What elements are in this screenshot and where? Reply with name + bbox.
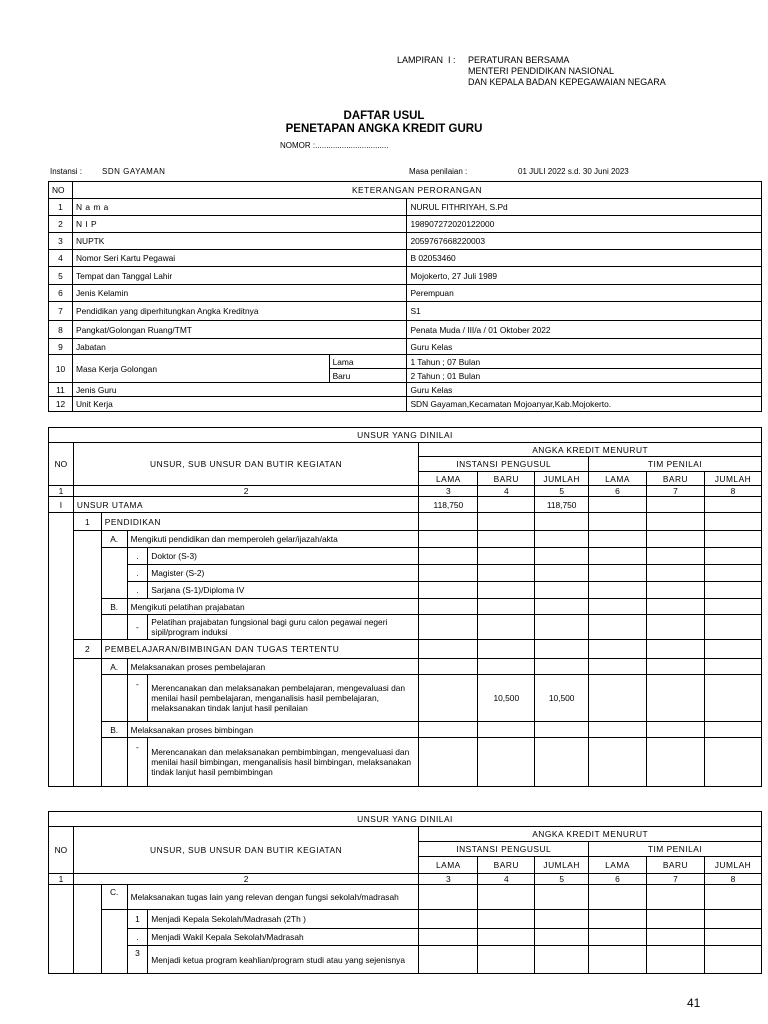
unsur-table-2 [48,811,762,974]
head-baru: BARU [646,472,704,486]
group-no: B. [101,722,127,738]
head-no: NO [49,827,74,874]
group-no: A. [101,531,127,548]
sub-unsur-no: 2 [73,640,101,659]
item-label: Pelatihan prajabatan fungsional bagi guru calon pegawai negeri sipil/program induksi [148,615,419,640]
row-no: 2 [49,216,73,233]
personal-row [49,233,762,250]
row-no: 5 [49,267,73,285]
row-label: Pendidikan yang diperhitungkan Angka Kreditnya [72,302,406,321]
head-baru: BARU [478,472,535,486]
row-value: Mojokerto, 27 Juli 1989 [407,267,762,285]
item-label: Menjadi Wakil Kepala Sekolah/Madrasah [148,929,419,946]
item-bullet: - [127,615,148,640]
col-num: 2 [73,486,419,497]
row-label: N I P [72,216,406,233]
unsur-title: UNSUR YANG DINILAI [49,428,762,443]
col-num: 6 [589,486,647,497]
personal-table [48,181,762,412]
head-baru: BARU [646,857,704,874]
personal-head-title: KETERANGAN PERORANGAN [72,182,761,199]
personal-head-no: NO [49,182,73,199]
col-num: 5 [535,874,589,885]
row-no: 10 [49,355,73,383]
unsur-table-1 [48,427,762,787]
group-label: Melaksanakan proses pembelajaran [127,659,419,675]
item-label: Menjadi ketua program keahlian/program studi atau yang sejenisnya [148,946,419,974]
row-no: 9 [49,339,73,355]
personal-row [49,339,762,355]
page-number: 41 [687,996,701,1010]
item-bullet: - [127,675,148,722]
unsur-jumlah: 118,750 [535,497,589,513]
lampiran-line-1: PERATURAN BERSAMA [468,55,570,65]
item-bullet: 3 [127,946,148,974]
item-bullet: . [127,582,148,599]
unsur-lama: 118,750 [419,497,478,513]
row-no: 4 [49,250,73,267]
col-num: 3 [419,874,478,885]
col-num: 1 [49,486,74,497]
group-label: Mengikuti pendidikan dan memperoleh gelar/ijazah/akta [127,531,419,548]
row-value: 198907272020122000 [407,216,762,233]
sub-unsur-no: 1 [73,513,101,531]
item-label: Merencanakan dan melaksanakan pembimbingan, mengevaluasi dan menilai hasil bimbingan, menganalisis hasil bimbingan, melaksanakan tindak lanjut hasil pembimbingan [148,738,419,787]
lampiran-label: LAMPIRAN I : [397,55,456,65]
nomor: NOMOR :................................. [280,141,389,150]
head-kegiatan: UNSUR, SUB UNSUR DAN BUTIR KEGIATAN [73,827,419,874]
head-baru: BARU [478,857,535,874]
item-label: Sarjana (S-1)/Diploma IV [148,582,419,599]
row-no: 7 [49,302,73,321]
head-lama: LAMA [419,857,478,874]
col-num: 8 [704,486,761,497]
row-label: Unit Kerja [72,397,406,412]
personal-row [49,216,762,233]
row-no: 8 [49,321,73,339]
head-angka: ANGKA KREDIT MENURUT [419,827,762,842]
personal-row [49,397,762,412]
group-no: B. [101,599,127,615]
masa-label: Masa penilaian : [409,167,468,176]
head-lama: LAMA [589,857,647,874]
head-jumlah: JUMLAH [535,857,589,874]
personal-row [49,383,762,397]
personal-row [49,302,762,321]
item-baru: 10,500 [478,675,535,722]
masa-value: 01 JULI 2022 s.d. 30 Juni 2023 [518,167,629,176]
unsur-title: UNSUR YANG DINILAI [49,812,762,827]
instansi-label: Instansi : [50,167,83,176]
head-tim: TIM PENILAI [589,842,762,857]
col-num: 6 [589,874,647,885]
row-value: B 02053460 [407,250,762,267]
personal-row [49,285,762,302]
head-instansi: INSTANSI PENGUSUL [419,457,589,472]
head-jumlah: JUMLAH [704,857,761,874]
personal-row [49,250,762,267]
row-no: 6 [49,285,73,302]
row-label: Jabatan [72,339,406,355]
col-num: 7 [646,486,704,497]
item-bullet: . [127,565,148,582]
row-value: 1 Tahun ; 07 Bulan [407,355,762,369]
personal-row [49,321,762,339]
row-sub-label: Lama [329,355,407,369]
row-value: 2 Tahun ; 01 Bulan [407,369,762,383]
head-jumlah: JUMLAH [704,472,761,486]
head-tim: TIM PENILAI [589,457,762,472]
item-bullet: 1 [127,910,148,929]
col-num: 1 [49,874,74,885]
item-bullet: . [127,929,148,946]
lampiran-line-3: DAN KEPALA BADAN KEPEGAWAIAN NEGARA [468,77,666,87]
row-label: Jenis Guru [72,383,406,397]
row-value: Penata Muda / III/a / 01 Oktober 2022 [407,321,762,339]
row-value: Guru Kelas [407,339,762,355]
head-no: NO [49,443,74,486]
item-bullet: - [127,738,148,787]
row-label: N a m a [72,199,406,216]
head-angka: ANGKA KREDIT MENURUT [419,443,762,457]
row-no: 12 [49,397,73,412]
unsur-label: UNSUR UTAMA [73,497,419,513]
row-no: 3 [49,233,73,250]
row-label: Masa Kerja Golongan [72,355,329,383]
lampiran-line-2: MENTERI PENDIDIKAN NASIONAL [468,66,615,76]
personal-row [49,355,762,369]
row-no: 1 [49,199,73,216]
group-label: Mengikuti pelatihan prajabatan [127,599,419,615]
row-value: Guru Kelas [407,383,762,397]
group-label: Melaksanakan tugas lain yang relevan dengan fungsi sekolah/madrasah [127,885,419,910]
unsur-no: I [49,497,74,513]
sub-unsur-label: PENDIDIKAN [101,513,419,531]
group-no: C. [101,885,127,910]
sub-unsur-label: PEMBELAJARAN/BIMBINGAN DAN TUGAS TERTENTU [101,640,419,659]
head-kegiatan: UNSUR, SUB UNSUR DAN BUTIR KEGIATAN [73,443,419,486]
doc-title: DAFTAR USUL [343,110,425,122]
item-label: Menjadi Kepala Sekolah/Madrasah (2Th ) [148,910,419,929]
item-bullet: . [127,548,148,565]
row-value: Perempuan [407,285,762,302]
doc-subtitle: PENETAPAN ANGKA KREDIT GURU [285,123,483,135]
row-value: S1 [407,302,762,321]
col-num: 2 [73,874,419,885]
item-label: Magister (S-2) [148,565,419,582]
item-label: Merencanakan dan melaksanakan pembelajaran, mengevaluasi dan menilai hasil pembelajaran, menganalisis hasil pembelajaran, melaksanakan tindak lanjut hasil penilaian [148,675,419,722]
item-label: Doktor (S-3) [148,548,419,565]
row-label: Pangkat/Golongan Ruang/TMT [72,321,406,339]
col-num: 7 [646,874,704,885]
group-label: Melaksanakan proses bimbingan [127,722,419,738]
col-num: 5 [535,486,589,497]
row-sub-label: Baru [329,369,407,383]
col-num: 8 [704,874,761,885]
head-lama: LAMA [419,472,478,486]
row-label: Jenis Kelamin [72,285,406,302]
group-no: A. [101,659,127,675]
row-no: 11 [49,383,73,397]
row-value: NURUL FITHRIYAH, S.Pd [407,199,762,216]
col-num: 4 [478,486,535,497]
head-lama: LAMA [589,472,647,486]
personal-row [49,267,762,285]
row-label: Nomor Seri Kartu Pegawai [72,250,406,267]
row-value: SDN Gayaman,Kecamatan Mojoanyar,Kab.Mojokerto. [407,397,762,412]
col-num: 3 [419,486,478,497]
row-label: Tempat dan Tanggal Lahir [72,267,406,285]
item-jumlah: 10,500 [535,675,589,722]
personal-row [49,199,762,216]
col-num: 4 [478,874,535,885]
instansi-value: SDN GAYAMAN [102,167,166,176]
head-jumlah: JUMLAH [535,472,589,486]
head-instansi: INSTANSI PENGUSUL [419,842,589,857]
row-value: 2059767668220003 [407,233,762,250]
row-label: NUPTK [72,233,406,250]
